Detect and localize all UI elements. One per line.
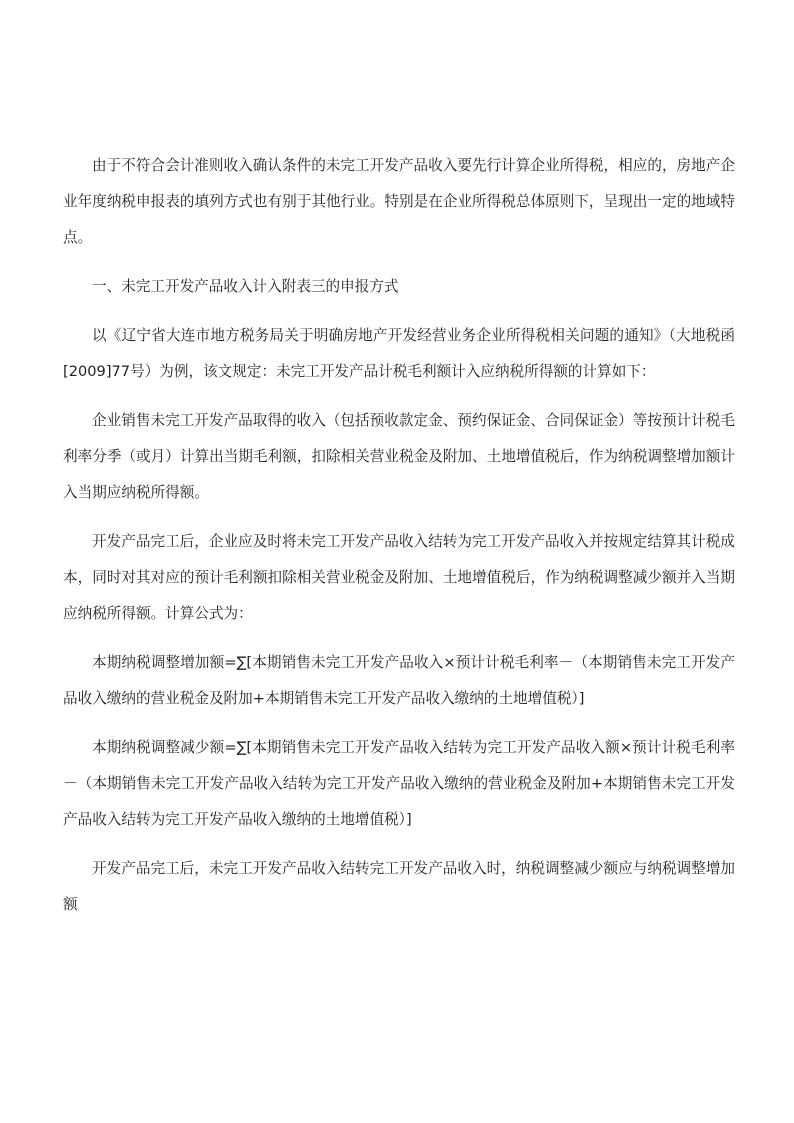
- formula-decrease-paragraph: 本期纳税调整减少额=∑[本期销售未完工开发产品收入结转为完工开发产品收入额×预计计税毛利率－（本期销售未完工开发产品收入结转为完工开发产品收入缴纳的营业税金及附加+本期销售未完工开发产品收入结转为完工开发产品收入缴纳的土地增值税）]: [63, 739, 735, 828]
- closing-paragraph: 开发产品完工后，未完工开发产品收入结转完工开发产品收入时，纳税调整减少额应与纳税调整增加额: [63, 860, 735, 913]
- formula-increase-paragraph: 本期纳税调整增加额=∑[本期销售未完工开发产品收入×预计计税毛利率－（本期销售未完工开发产品收入缴纳的营业税金及附加+本期销售未完工开发产品收入缴纳的土地增值税）]: [63, 654, 735, 707]
- sales-income-paragraph: 企业销售未完工开发产品取得的收入（包括预收款定金、预约保证金、合同保证金）等按预计计税毛利率分季（或月）计算出当期毛利额，扣除相关营业税金及附加、土地增值税后，作为纳税调整增加额计入当期应纳税所得额。: [63, 412, 735, 501]
- intro-paragraph: 由于不符合会计准则收入确认条件的未完工开发产品收入要先行计算企业所得税，相应的，房地产企业年度纳税申报表的填列方式也有别于其他行业。特别是在企业所得税总体原则下，呈现出一定的地域特点。: [63, 157, 735, 246]
- notice-paragraph: 以《辽宁省大连市地方税务局关于明确房地产开发经营业务企业所得税相关问题的通知》（大地税函[2009]77号）为例，该文规定：未完工开发产品计税毛利额计入应纳税所得额的计算如下：: [63, 327, 735, 380]
- section-heading: 一、未完工开发产品收入计入附表三的申报方式: [92, 278, 399, 295]
- document-body: [63, 148, 735, 923]
- completion-paragraph: 开发产品完工后，企业应及时将未完工开发产品收入结转为完工开发产品收入并按规定结算其计税成本，同时对其对应的预计毛利额扣除相关营业税金及附加、土地增值税后，作为纳税调整减少额并入当期应纳税所得额。计算公式为：: [63, 533, 735, 622]
